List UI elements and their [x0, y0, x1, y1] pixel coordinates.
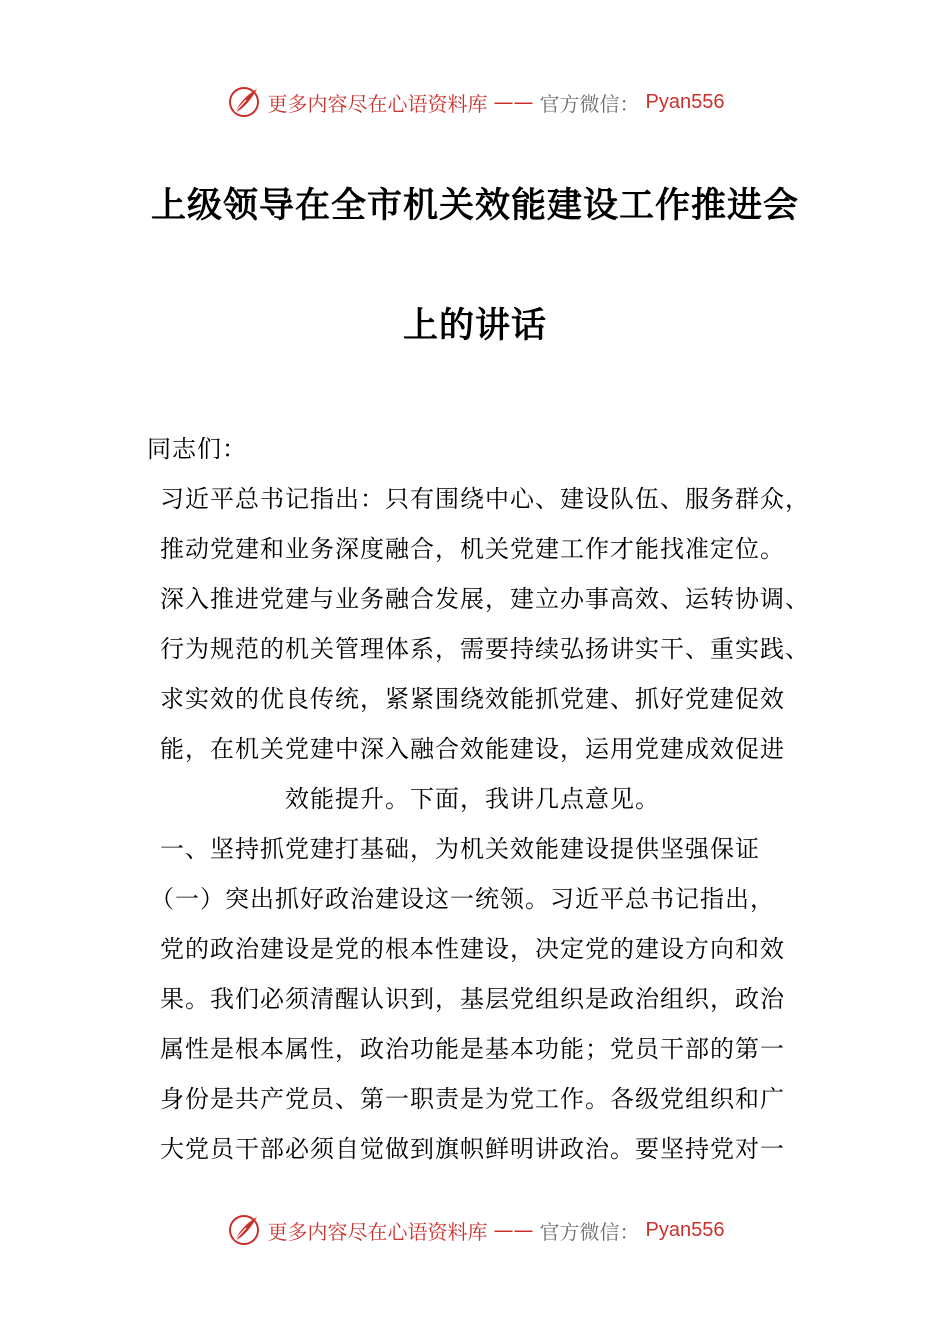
watermark-id: Pyan556: [645, 90, 725, 113]
watermark-id: Pyan556: [645, 1218, 725, 1241]
quill-logo-icon: [226, 1212, 262, 1248]
body-line: 深入推进党建与业务融合发展，建立办事高效、运转协调、: [160, 585, 810, 613]
body-line: 身份是共产党员、第一职责是为党工作。各级党组织和广: [160, 1085, 785, 1113]
watermark-dash: ——: [493, 90, 534, 114]
body-line: 党的政治建设是党的根本性建设，决定党的建设方向和效: [160, 935, 785, 963]
body-line: 求实效的优良传统，紧紧围绕效能抓党建、抓好党建促效: [160, 685, 785, 713]
body-line: 行为规范的机关管理体系，需要持续弘扬讲实干、重实践、: [160, 635, 810, 663]
body-line: 能，在机关党建中深入融合效能建设，运用党建成效促进: [160, 735, 785, 763]
quill-logo-icon: [226, 84, 262, 120]
watermark-sub-text: 官方微信：: [539, 91, 640, 116]
section-heading: 一、坚持抓党建打基础，为机关效能建设提供坚强保证: [160, 835, 760, 863]
body-line: 属性是根本属性，政治功能是基本功能；党员干部的第一: [160, 1035, 785, 1063]
salutation: 同志们：: [147, 435, 247, 463]
watermark-sub-text: 官方微信：: [539, 1219, 640, 1244]
footer-watermark: [0, 1212, 950, 1248]
watermark-dash: ——: [493, 1218, 534, 1242]
watermark-main-text: 更多内容尽在心语资料库: [267, 1219, 488, 1244]
body-line: 效能提升。下面，我讲几点意见。: [285, 785, 660, 813]
body-line: （一）突出抓好政治建设这一统领。习近平总书记指出，: [150, 885, 775, 913]
document-title-line-1: 上级领导在全市机关效能建设工作推进会: [150, 186, 799, 226]
document-title-line-2: 上的讲话: [402, 306, 547, 346]
body-line: 大党员干部必须自觉做到旗帜鲜明讲政治。要坚持党对一: [160, 1135, 785, 1163]
body-line: 习近平总书记指出：只有围绕中心、建设队伍、服务群众，: [160, 485, 810, 513]
body-line: 推动党建和业务深度融合，机关党建工作才能找准定位。: [160, 535, 785, 563]
watermark-main-text: 更多内容尽在心语资料库: [267, 91, 488, 116]
body-line: 果。我们必须清醒认识到，基层党组织是政治组织，政治: [160, 985, 785, 1013]
header-watermark: [0, 84, 950, 120]
